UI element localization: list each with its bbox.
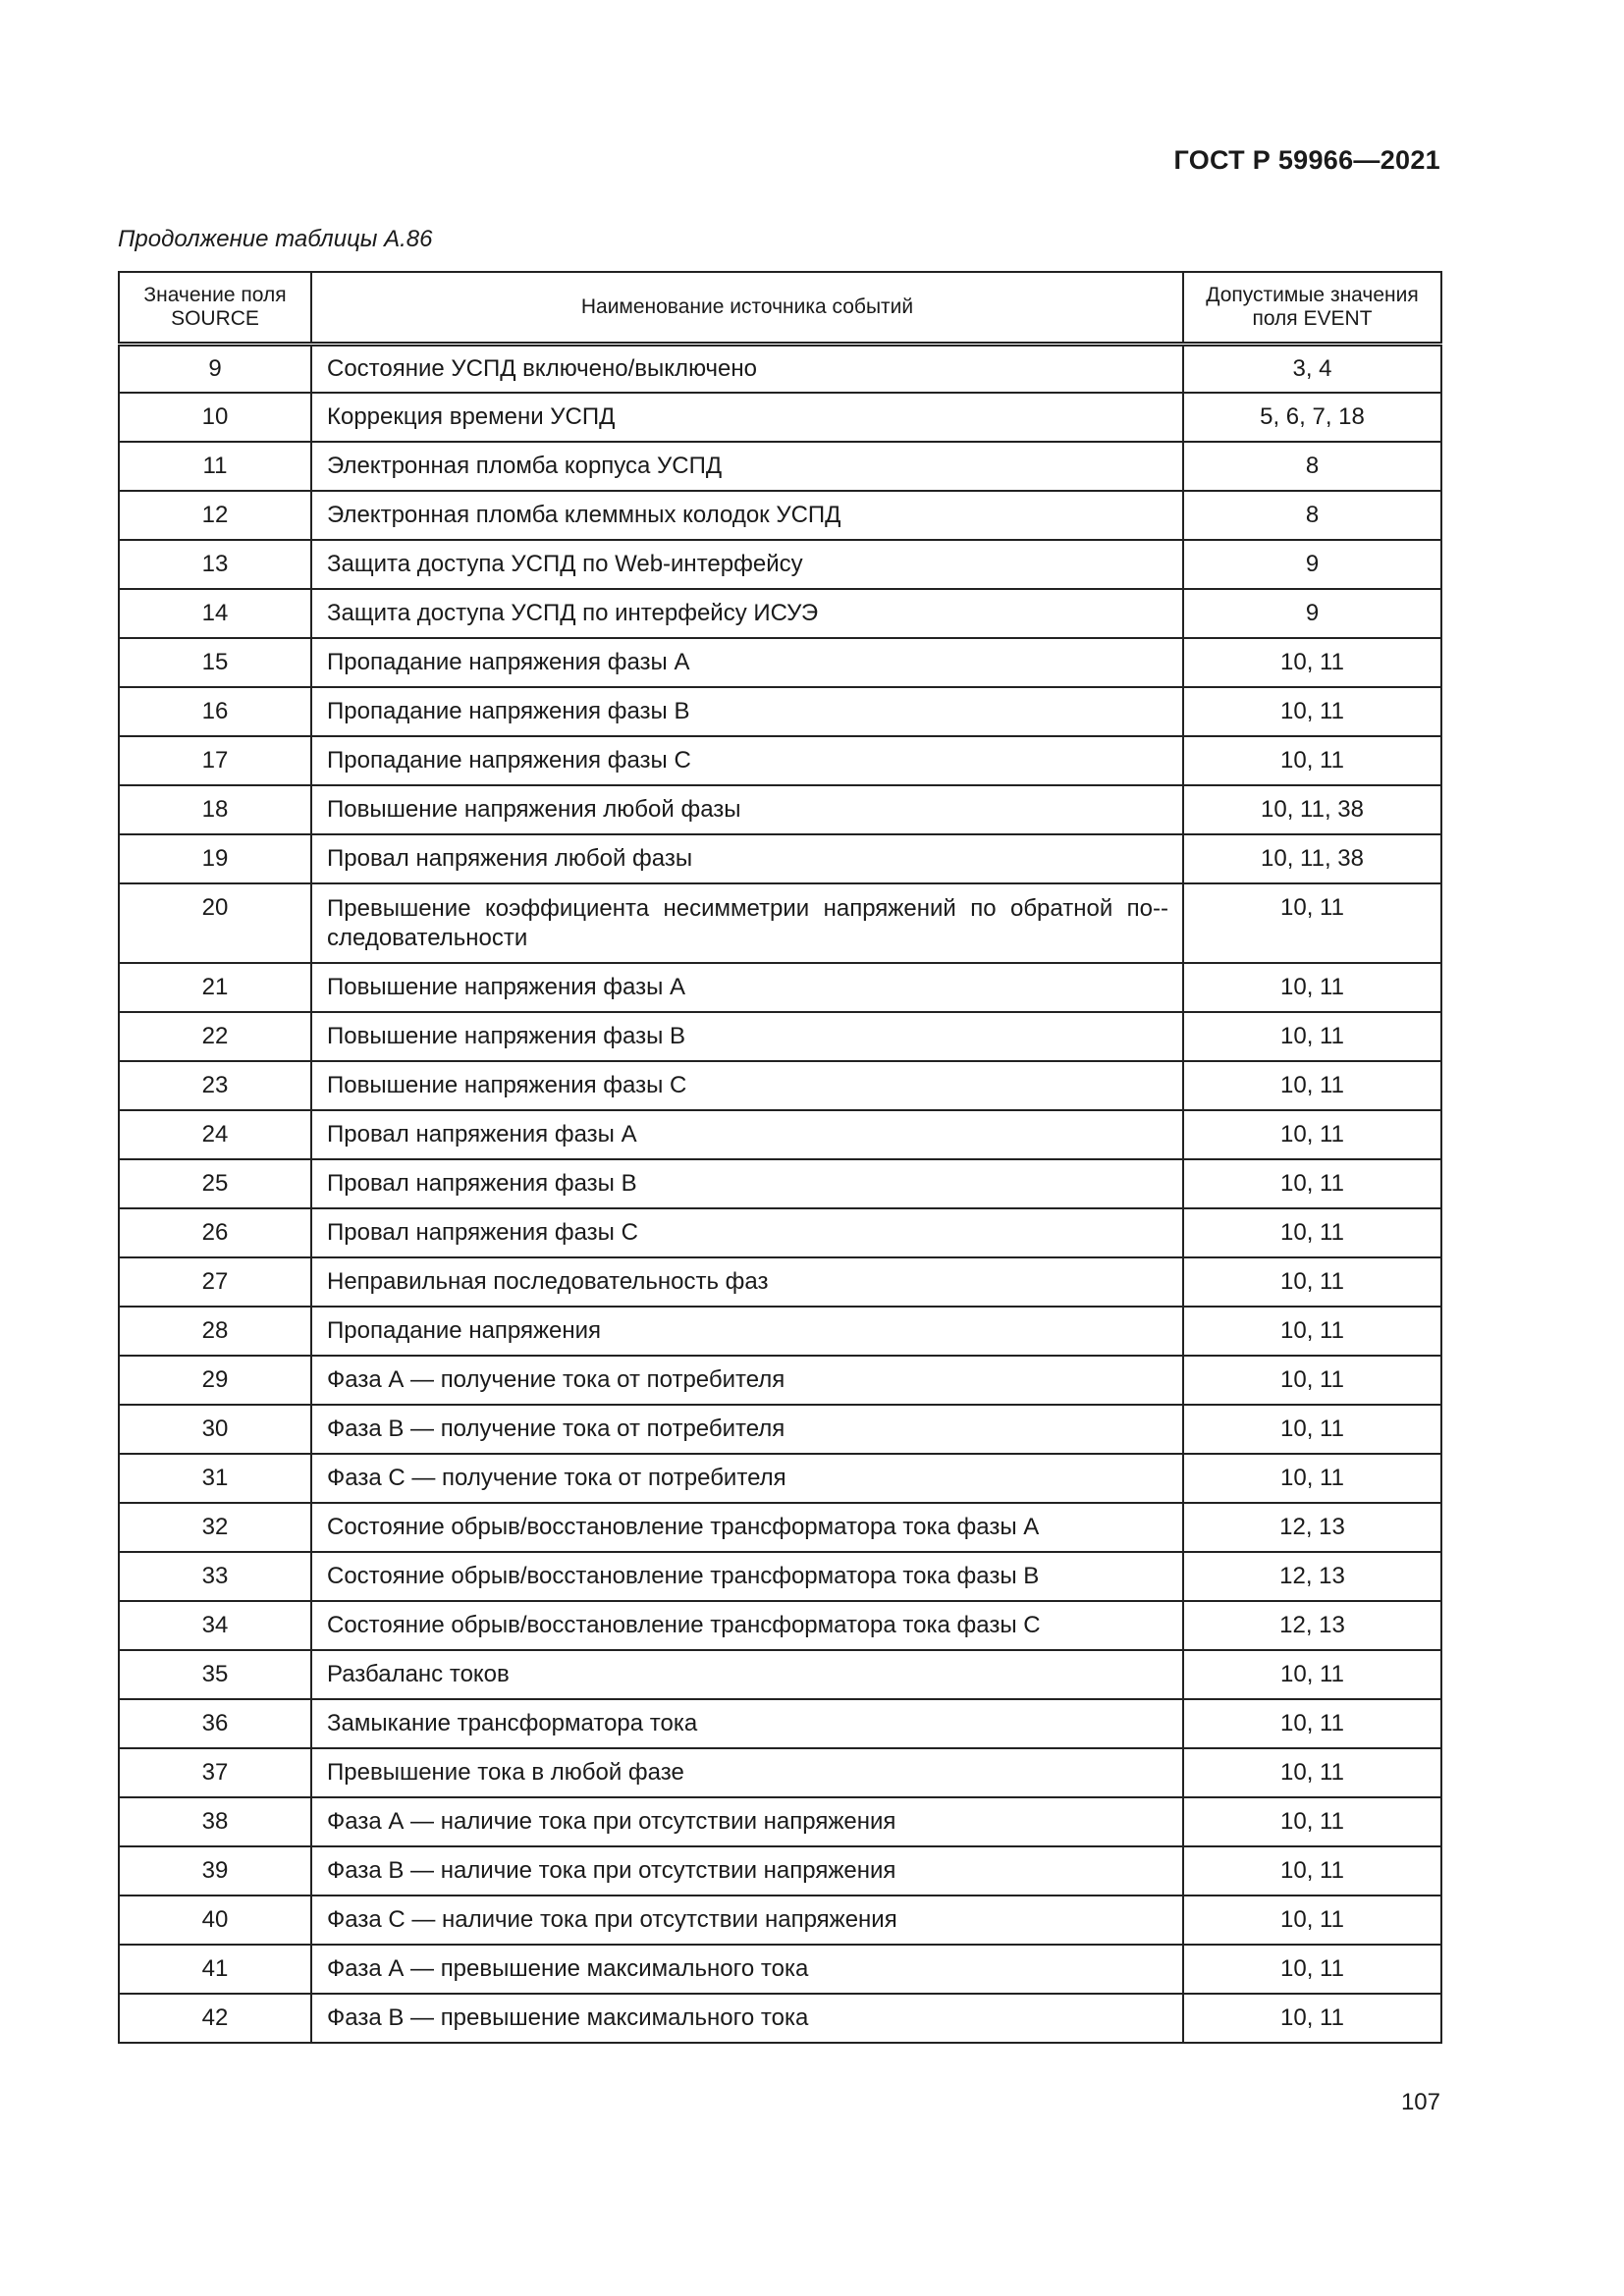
cell-source-value: 23 — [119, 1061, 311, 1110]
cell-source-name: Повышение напряжения фазы С — [311, 1061, 1183, 1110]
cell-source-value: 42 — [119, 1994, 311, 2043]
table-row — [119, 1356, 1441, 1405]
cell-source-value: 27 — [119, 1257, 311, 1307]
cell-event-values: 8 — [1183, 491, 1441, 540]
cell-source-name: Неправильная последовательность фаз — [311, 1257, 1183, 1307]
cell-source-name: Повышение напряжения фазы А — [311, 963, 1183, 1012]
cell-source-name: Электронная пломба корпуса УСПД — [311, 442, 1183, 491]
table-row — [119, 393, 1441, 442]
table-row — [119, 1650, 1441, 1699]
cell-source-value: 39 — [119, 1846, 311, 1896]
cell-event-values: 10, 11 — [1183, 1797, 1441, 1846]
table-row — [119, 1552, 1441, 1601]
cell-event-values: 10, 11 — [1183, 1110, 1441, 1159]
table-caption: Продолжение таблицы А.86 — [118, 226, 433, 252]
table-row — [119, 1797, 1441, 1846]
table-row — [119, 1159, 1441, 1208]
cell-event-values: 10, 11, 38 — [1183, 785, 1441, 834]
cell-event-values: 10, 11 — [1183, 1896, 1441, 1945]
cell-source-name: Провал напряжения фазы А — [311, 1110, 1183, 1159]
table-row — [119, 1945, 1441, 1994]
cell-event-values: 12, 13 — [1183, 1601, 1441, 1650]
table-row — [119, 1896, 1441, 1945]
table-row — [119, 1012, 1441, 1061]
cell-event-values: 10, 11 — [1183, 963, 1441, 1012]
table-row — [119, 1601, 1441, 1650]
cell-event-values: 10, 11, 38 — [1183, 834, 1441, 883]
cell-event-values: 10, 11 — [1183, 1699, 1441, 1748]
cell-source-value: 24 — [119, 1110, 311, 1159]
cell-event-values: 3, 4 — [1183, 344, 1441, 393]
cell-source-value: 20 — [119, 883, 311, 963]
table-row — [119, 589, 1441, 638]
cell-source-name: Фаза В — получение тока от потребителя — [311, 1405, 1183, 1454]
cell-source-name: Провал напряжения фазы В — [311, 1159, 1183, 1208]
table-row — [119, 785, 1441, 834]
cell-event-values: 10, 11 — [1183, 1307, 1441, 1356]
cell-source-name: Повышение напряжения любой фазы — [311, 785, 1183, 834]
cell-event-values: 12, 13 — [1183, 1552, 1441, 1601]
table-row — [119, 1208, 1441, 1257]
table-row — [119, 1405, 1441, 1454]
cell-source-name: Фаза В — наличие тока при отсутствии напряжения — [311, 1846, 1183, 1896]
cell-source-value: 41 — [119, 1945, 311, 1994]
cell-source-value: 19 — [119, 834, 311, 883]
cell-source-value: 10 — [119, 393, 311, 442]
cell-source-value: 30 — [119, 1405, 311, 1454]
cell-event-values: 10, 11 — [1183, 687, 1441, 736]
cell-event-values: 10, 11 — [1183, 1405, 1441, 1454]
table-row — [119, 638, 1441, 687]
cell-event-values: 12, 13 — [1183, 1503, 1441, 1552]
table-row — [119, 442, 1441, 491]
table-header-row — [119, 272, 1441, 344]
cell-source-value: 33 — [119, 1552, 311, 1601]
cell-event-values: 10, 11 — [1183, 1994, 1441, 2043]
cell-event-values: 10, 11 — [1183, 736, 1441, 785]
cell-event-values: 10, 11 — [1183, 1061, 1441, 1110]
cell-source-name: Пропадание напряжения фазы С — [311, 736, 1183, 785]
cell-source-name: Пропадание напряжения фазы В — [311, 687, 1183, 736]
cell-event-values: 10, 11 — [1183, 1454, 1441, 1503]
cell-event-values: 10, 11 — [1183, 1159, 1441, 1208]
cell-event-values: 10, 11 — [1183, 1208, 1441, 1257]
cell-event-values: 10, 11 — [1183, 1257, 1441, 1307]
cell-source-value: 13 — [119, 540, 311, 589]
cell-source-value: 9 — [119, 344, 311, 393]
cell-event-values: 9 — [1183, 589, 1441, 638]
cell-source-value: 29 — [119, 1356, 311, 1405]
column-header-name: Наименование источника событий — [311, 272, 1183, 344]
table-row — [119, 344, 1441, 393]
cell-source-value: 31 — [119, 1454, 311, 1503]
cell-source-name: Состояние УСПД включено/выключено — [311, 344, 1183, 393]
cell-source-value: 12 — [119, 491, 311, 540]
cell-source-name: Превышение коэффициента несимметрии напряжений по обратной по-следовательности — [311, 883, 1183, 963]
cell-source-value: 38 — [119, 1797, 311, 1846]
cell-source-value: 18 — [119, 785, 311, 834]
cell-source-name: Защита доступа УСПД по интерфейсу ИСУЭ — [311, 589, 1183, 638]
table-row — [119, 1503, 1441, 1552]
cell-source-name: Пропадание напряжения фазы А — [311, 638, 1183, 687]
table-row — [119, 1454, 1441, 1503]
table-row — [119, 687, 1441, 736]
cell-event-values: 10, 11 — [1183, 1650, 1441, 1699]
cell-source-name: Фаза С — получение тока от потребителя — [311, 1454, 1183, 1503]
cell-event-values: 10, 11 — [1183, 638, 1441, 687]
cell-source-name: Электронная пломба клеммных колодок УСПД — [311, 491, 1183, 540]
table-row — [119, 736, 1441, 785]
cell-source-value: 22 — [119, 1012, 311, 1061]
page-number: 107 — [1400, 2089, 1440, 2115]
cell-source-value: 21 — [119, 963, 311, 1012]
cell-source-value: 40 — [119, 1896, 311, 1945]
table-row — [119, 540, 1441, 589]
cell-source-name: Состояние обрыв/восстановление трансформатора тока фазы С — [311, 1601, 1183, 1650]
cell-source-name: Провал напряжения любой фазы — [311, 834, 1183, 883]
table-row — [119, 1257, 1441, 1307]
table-row — [119, 1748, 1441, 1797]
cell-source-name: Коррекция времени УСПД — [311, 393, 1183, 442]
cell-source-value: 16 — [119, 687, 311, 736]
cell-source-value: 17 — [119, 736, 311, 785]
table-row — [119, 1110, 1441, 1159]
cell-source-name: Фаза С — наличие тока при отсутствии напряжения — [311, 1896, 1183, 1945]
table-row — [119, 834, 1441, 883]
table-row — [119, 1699, 1441, 1748]
cell-event-values: 9 — [1183, 540, 1441, 589]
cell-source-value: 36 — [119, 1699, 311, 1748]
cell-source-name: Пропадание напряжения — [311, 1307, 1183, 1356]
cell-source-value: 14 — [119, 589, 311, 638]
cell-source-name: Замыкание трансформатора тока — [311, 1699, 1183, 1748]
cell-event-values: 8 — [1183, 442, 1441, 491]
cell-source-value: 26 — [119, 1208, 311, 1257]
cell-event-values: 10, 11 — [1183, 1356, 1441, 1405]
source-event-table — [118, 271, 1442, 2044]
cell-source-value: 25 — [119, 1159, 311, 1208]
cell-event-values: 5, 6, 7, 18 — [1183, 393, 1441, 442]
table-row — [119, 1061, 1441, 1110]
cell-event-values: 10, 11 — [1183, 883, 1441, 963]
table-row — [119, 1846, 1441, 1896]
cell-event-values: 10, 11 — [1183, 1012, 1441, 1061]
column-header-event: Допустимые значения поля EVENT — [1183, 272, 1441, 344]
cell-source-name: Состояние обрыв/восстановление трансформатора тока фазы А — [311, 1503, 1183, 1552]
cell-source-name: Превышение тока в любой фазе — [311, 1748, 1183, 1797]
cell-source-name: Защита доступа УСПД по Web-интерфейсу — [311, 540, 1183, 589]
cell-source-value: 32 — [119, 1503, 311, 1552]
cell-event-values: 10, 11 — [1183, 1945, 1441, 1994]
cell-source-value: 11 — [119, 442, 311, 491]
table-row — [119, 883, 1441, 963]
cell-source-name: Фаза А — наличие тока при отсутствии напряжения — [311, 1797, 1183, 1846]
cell-source-name: Повышение напряжения фазы В — [311, 1012, 1183, 1061]
table-row — [119, 1307, 1441, 1356]
cell-source-value: 34 — [119, 1601, 311, 1650]
cell-source-name: Фаза А — превышение максимального тока — [311, 1945, 1183, 1994]
cell-source-value: 35 — [119, 1650, 311, 1699]
table-row — [119, 1994, 1441, 2043]
cell-source-name: Разбаланс токов — [311, 1650, 1183, 1699]
cell-source-value: 15 — [119, 638, 311, 687]
table-row — [119, 963, 1441, 1012]
cell-source-value: 37 — [119, 1748, 311, 1797]
table-row — [119, 491, 1441, 540]
cell-event-values: 10, 11 — [1183, 1846, 1441, 1896]
cell-source-name: Провал напряжения фазы С — [311, 1208, 1183, 1257]
cell-source-value: 28 — [119, 1307, 311, 1356]
cell-source-name: Состояние обрыв/восстановление трансформатора тока фазы В — [311, 1552, 1183, 1601]
column-header-source: Значение поля SOURCE — [119, 272, 311, 344]
cell-event-values: 10, 11 — [1183, 1748, 1441, 1797]
cell-source-name: Фаза А — получение тока от потребителя — [311, 1356, 1183, 1405]
document-standard-number: ГОСТ Р 59966—2021 — [1173, 145, 1440, 175]
table-body — [119, 344, 1441, 2043]
cell-source-name: Фаза В — превышение максимального тока — [311, 1994, 1183, 2043]
